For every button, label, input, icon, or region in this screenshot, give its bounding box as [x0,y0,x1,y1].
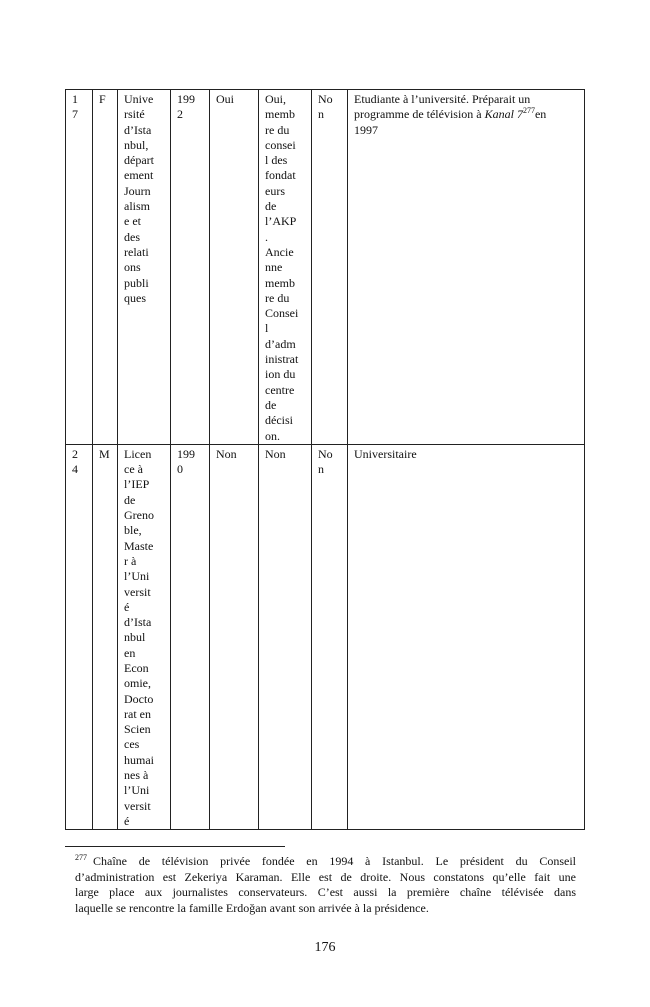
footnote: $^{277}$ Chaîne de télévision privée fondée en 1994 à Istanbul. Le président du Conseil d’administration est Zekeriya Karaman. Elle est de droite. Nous constatons qu’elle fait une large place aux journalistes conservateurs. C’est aussi la première chaîne télévisée dans laquelle se rencontre la famille Erdoğan avant son arrivée à la présidence. [75,853,576,915]
column-6-cell: Oui, memb re du consei l des fondat eurs de l’AKP . Ancie nne memb re du Consei l d’adm inistrat ion du centre de décisi on. [259,90,312,445]
column-6-cell: Non [259,444,312,829]
sex-cell: F [93,90,118,445]
respondent-number-cell: 2 4 [66,444,93,829]
footnote-reference: 277 [522,106,535,116]
column-7-cell: No n [312,444,348,829]
page-number: 176 [314,940,336,955]
column-7-cell: No n [312,90,348,445]
table-row [66,90,585,445]
note-cell: Universitaire [348,444,585,829]
year-cell: 199 0 [171,444,210,829]
table-row [66,444,585,829]
education-cell: Unive rsité d’Ista nbul, départ ement Journ alism e et des relati ons publi ques [118,90,171,445]
footnote-number: 277 [75,853,87,862]
note-cell: Etudiante à l’université. Préparait un programme de télévision à Kanal 7$^{277}$en 1997 [348,90,585,445]
column-5-cell: Non [210,444,259,829]
footnote-separator [65,846,285,847]
column-5-cell: Oui [210,90,259,445]
education-cell: Licen ce à l’IEP de Greno ble, Maste r à l’Uni versit é d’Ista nbul en Econ omie, Docto rat en Scien ces humai nes à l’Uni versit é [118,444,171,829]
respondent-number-cell: 1 7 [66,90,93,445]
interview-table [65,89,585,830]
year-cell: 199 2 [171,90,210,445]
sex-cell: M [93,444,118,829]
